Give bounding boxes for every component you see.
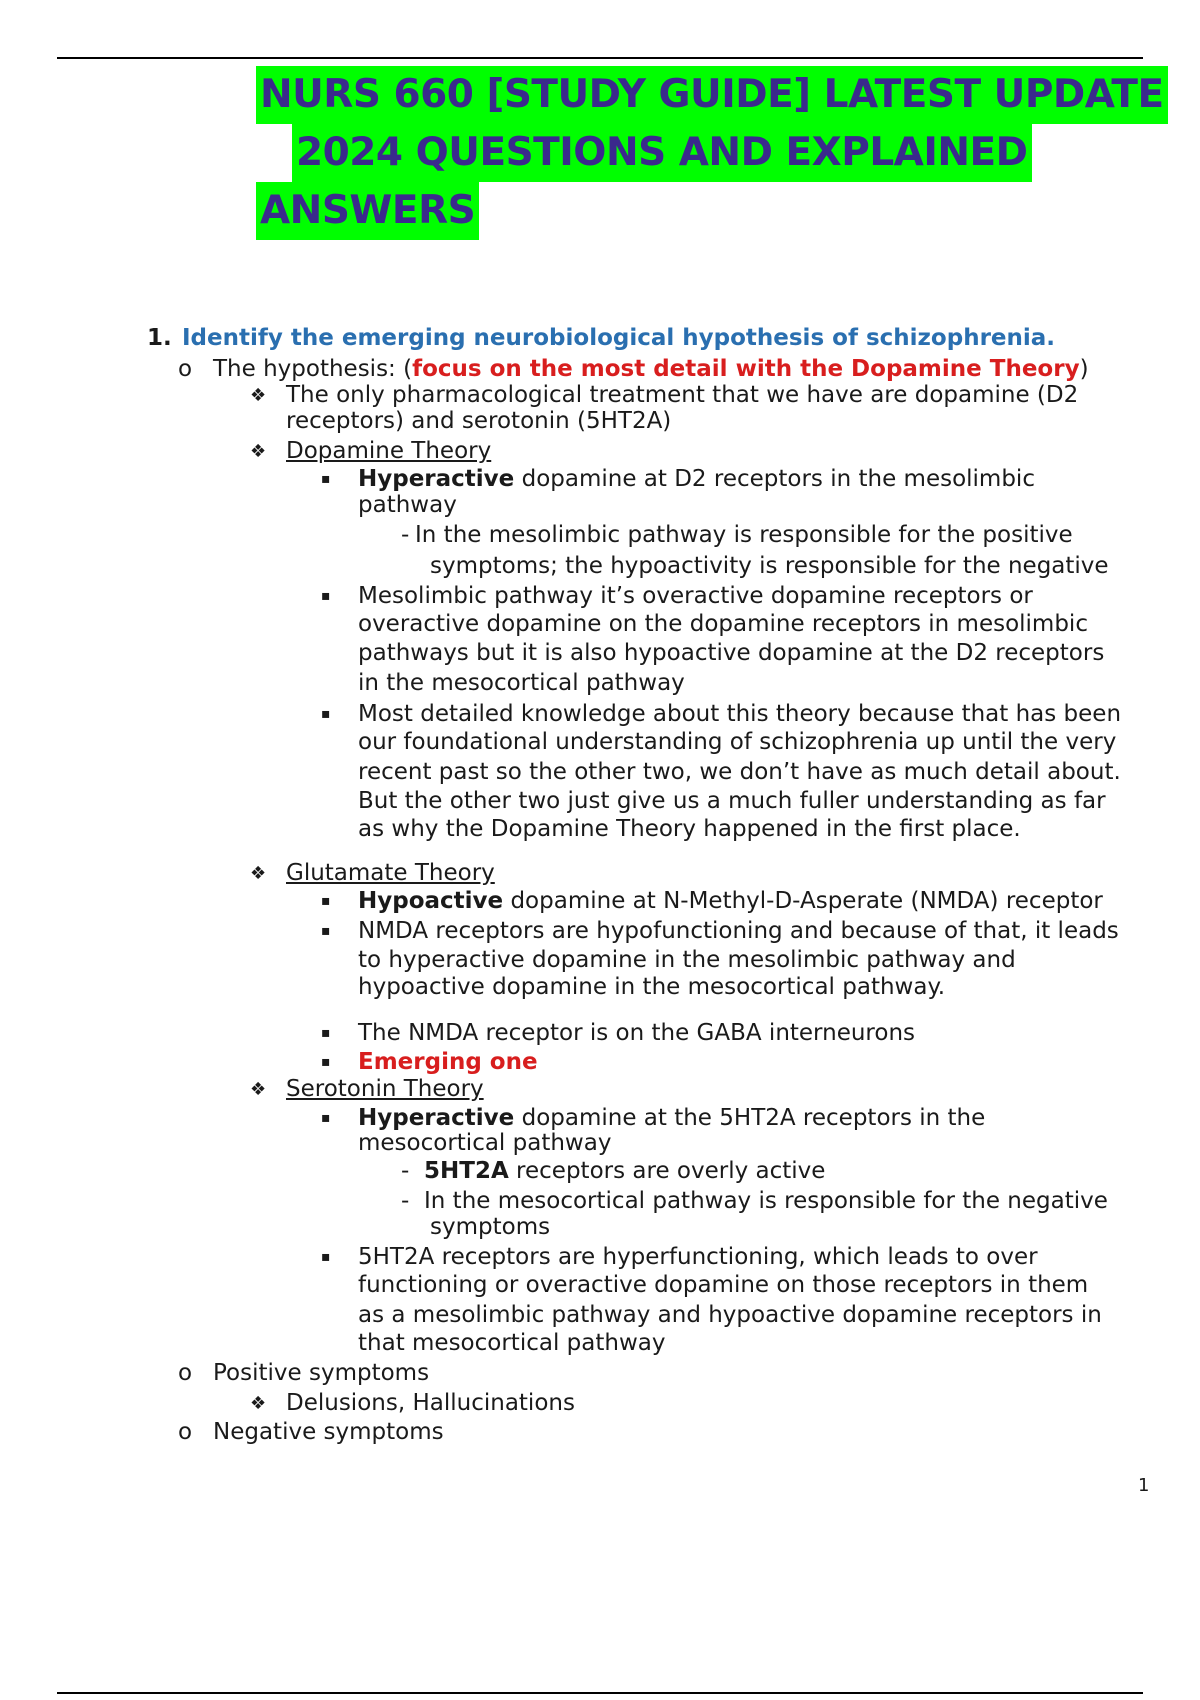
diamond-bullet: ❖ (250, 1079, 267, 1100)
dopamine-b1-line-1: Hyperactive dopamine at D2 receptors in the mesolimbic (358, 466, 1035, 492)
hypothesis-emphasis: focus on the most detail with the Dopamine Theory (412, 356, 1080, 382)
serotonin-sub1: 5HT2A receptors are overly active (424, 1158, 826, 1184)
circle-bullet: o (178, 1419, 193, 1445)
glutamate-b2-line-3: hypoactive dopamine in the mesocortical pathway. (358, 974, 946, 1000)
diamond-bullet: ❖ (250, 863, 267, 884)
dopamine-b2-line-4: in the mesocortical pathway (358, 670, 685, 696)
serotonin-b1-line-1: Hyperactive dopamine at the 5HT2A receptors in the (358, 1105, 986, 1131)
dopamine-b3-line-5: as why the Dopamine Theory happened in the first place. (358, 816, 1021, 842)
dash-bullet: - (401, 522, 410, 548)
dopamine-b2-line-1: Mesolimbic pathway it’s overactive dopamine receptors or (358, 583, 1033, 609)
serotonin-b1-line-2: mesocortical pathway (358, 1130, 612, 1156)
diamond-bullet: ❖ (250, 1393, 267, 1414)
positive-symptoms-item: Delusions, Hallucinations (286, 1390, 575, 1416)
circle-bullet: o (178, 356, 193, 382)
square-bullet: ▪ (321, 893, 331, 909)
title-line-2: 2024 QUESTIONS AND EXPLAINED (292, 124, 1032, 182)
intro-line-2: receptors) and serotonin (5HT2A) (286, 408, 672, 434)
page-number: 1 (1138, 1475, 1150, 1496)
bottom-rule (57, 1692, 1143, 1694)
dopamine-sub1-line-1: In the mesolimbic pathway is responsible for the positive (415, 522, 1073, 548)
serotonin-theory-title: Serotonin Theory (286, 1076, 484, 1102)
title-line-3: ANSWERS (256, 182, 479, 240)
positive-symptoms-title: Positive symptoms (213, 1360, 430, 1386)
dopamine-theory-title: Dopamine Theory (286, 438, 492, 464)
serotonin-b2-line-1: 5HT2A receptors are hyperfunctioning, which leads to over (358, 1244, 1038, 1270)
dopamine-b3-line-3: recent past so the other two, we don’t have as much detail about. (358, 759, 1121, 785)
square-bullet: ▪ (321, 1025, 331, 1041)
glutamate-b1: Hypoactive dopamine at N-Methyl-D-Asperate (NMDA) receptor (358, 888, 1103, 914)
dopamine-b3-line-1: Most detailed knowledge about this theory because that has been (358, 701, 1122, 727)
glutamate-b3: The NMDA receptor is on the GABA interneurons (358, 1020, 915, 1046)
top-rule (57, 57, 1143, 59)
question-number: 1. (147, 325, 172, 351)
glutamate-b4-emerging: Emerging one (358, 1049, 538, 1075)
diamond-bullet: ❖ (250, 441, 267, 462)
serotonin-b2-line-2: functioning or overactive dopamine on those receptors in them (358, 1272, 1089, 1298)
serotonin-b2-line-4: that mesocortical pathway (358, 1330, 666, 1356)
diamond-bullet: ❖ (250, 385, 267, 406)
square-bullet: ▪ (321, 706, 331, 722)
dopamine-b2-line-2: overactive dopamine on the dopamine receptors in mesolimbic (358, 611, 1088, 637)
dopamine-sub1-line-2: symptoms; the hypoactivity is responsible for the negative (430, 553, 1109, 579)
serotonin-sub2-line-1: In the mesocortical pathway is responsible for the negative (424, 1188, 1108, 1214)
serotonin-sub2-line-2: symptoms (430, 1214, 551, 1240)
square-bullet: ▪ (321, 1249, 331, 1265)
square-bullet: ▪ (321, 1110, 331, 1126)
intro-line-1: The only pharmacological treatment that we have are dopamine (D2 (286, 382, 1079, 408)
dash-bullet: - (401, 1158, 410, 1184)
glutamate-b2-line-1: NMDA receptors are hypofunctioning and because of that, it leads (358, 918, 1119, 944)
dash-bullet: - (401, 1188, 410, 1214)
square-bullet: ▪ (321, 588, 331, 604)
glutamate-b2-line-2: to hyperactive dopamine in the mesolimbic pathway and (358, 947, 1016, 973)
dopamine-b2-line-3: pathways but it is also hypoactive dopamine at the D2 receptors (358, 640, 1105, 666)
dopamine-b3-line-4: But the other two just give us a much fuller understanding as far (358, 788, 1106, 814)
question-heading: Identify the emerging neurobiological hypothesis of schizophrenia. (182, 325, 1056, 351)
square-bullet: ▪ (321, 923, 331, 939)
circle-bullet: o (178, 1360, 193, 1386)
serotonin-b2-line-3: as a mesolimbic pathway and hypoactive dopamine receptors in (358, 1302, 1102, 1328)
hypothesis-line: The hypothesis: (focus on the most detail with the Dopamine Theory) (213, 356, 1089, 382)
square-bullet: ▪ (321, 1054, 331, 1070)
dopamine-b3-line-2: our foundational understanding of schizophrenia up until the very (358, 729, 1117, 755)
negative-symptoms-title: Negative symptoms (213, 1419, 444, 1445)
square-bullet: ▪ (321, 471, 331, 487)
title-line-1: NURS 660 [STUDY GUIDE] LATEST UPDATE (256, 66, 1168, 124)
glutamate-theory-title: Glutamate Theory (286, 860, 495, 886)
dopamine-b1-line-2: pathway (358, 492, 457, 518)
